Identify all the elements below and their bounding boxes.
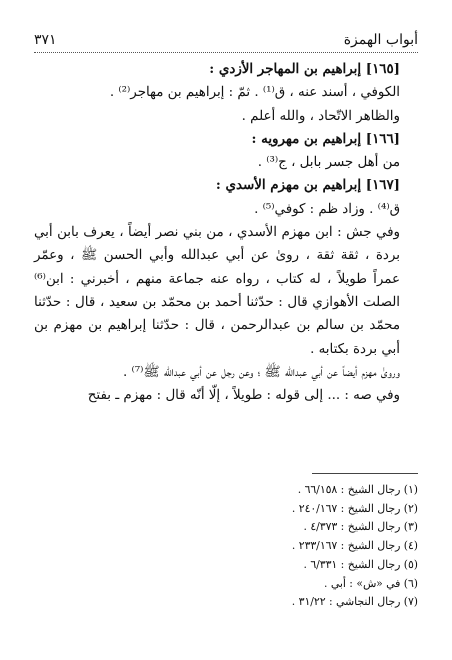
entry-heading-165: [١٦٥] إبراهيم بن المهاجر الأزدي : xyxy=(209,61,400,77)
paragraph: والظاهر الاتّحاد ، والله أعلم . xyxy=(241,108,400,124)
header-dotted-rule xyxy=(34,52,418,53)
entry-heading-167: [١٦٧] إبراهيم بن مهزم الأسدي : xyxy=(215,177,400,194)
footnote: (٦) في «ش» : أبي . xyxy=(323,576,418,590)
paragraph: وفي صه : ... إلى قوله : طويلاً ، إلّا أنّه قال : مهزم ـ بفتح xyxy=(87,388,400,404)
paragraph: وروىٰ مهزم أيضاً عن أبي عبدالله ﷺ ؛ وعن رجل عن أبي عبدالله ﷺ⁽⁷⁾ . xyxy=(122,364,400,380)
main-text xyxy=(34,58,418,407)
paragraph: ق⁽⁴⁾ . وزاد ظم : كوفي⁽⁵⁾ . xyxy=(254,201,400,217)
page-number: ٣٧١ xyxy=(34,32,57,48)
footnotes xyxy=(118,481,418,612)
footnote: (٧) رجال النجاشي : ٣١/٢٢ . xyxy=(291,595,418,609)
entry-heading-166: [١٦٦] إبراهيم بن مهرويه : xyxy=(251,130,400,147)
footnote: (٣) رجال الشيخ : ٤/٣٧٣ . xyxy=(303,520,418,534)
footnote: (٢) رجال الشيخ : ٢٤٠/١٦٧ . xyxy=(291,501,418,515)
footnote: (٤) رجال الشيخ : ٢٣٣/١٦٧ . xyxy=(291,539,418,553)
footnote: (١) رجال الشيخ : ٦٦/١٥٨ . xyxy=(297,483,418,496)
footnote-separator xyxy=(312,473,418,474)
page-header xyxy=(34,24,418,48)
paragraph: وفي جش : ابن مهزم الأسدي ، من بني نصر أيضاً ، يعرف بابن أبي بردة ، ثقة ثقة ، روىٰ عن أبي عبدالله وأبي الحسن ﷺ ، وعمّر عمراً طويلاً ، له كتاب ، رواه عنه جماعة منهم ، أخبرني : ابن⁽⁶⁾ الصلت الأهوازي قال : حدّثنا أحمد بن محمّد بن سعيد ، قال : حدّثنا محمّد بن سالم بن عبدالرحمن ، قال : حدّثنا إبراهيم بن مهزم بن أبي بردة بكتابه . xyxy=(34,225,400,357)
paragraph: الكوفي ، أسند عنه ، ق⁽¹⁾ . ثمّ : إبراهيم بن مهاجر⁽²⁾ . xyxy=(109,85,400,101)
paragraph: من أهل جسر بابل ، ج⁽³⁾ . xyxy=(257,155,400,171)
running-title: أبواب الهمزة xyxy=(343,32,418,48)
footnote: (٥) رجال الشيخ : ٦/٣٣١ . xyxy=(303,557,418,571)
